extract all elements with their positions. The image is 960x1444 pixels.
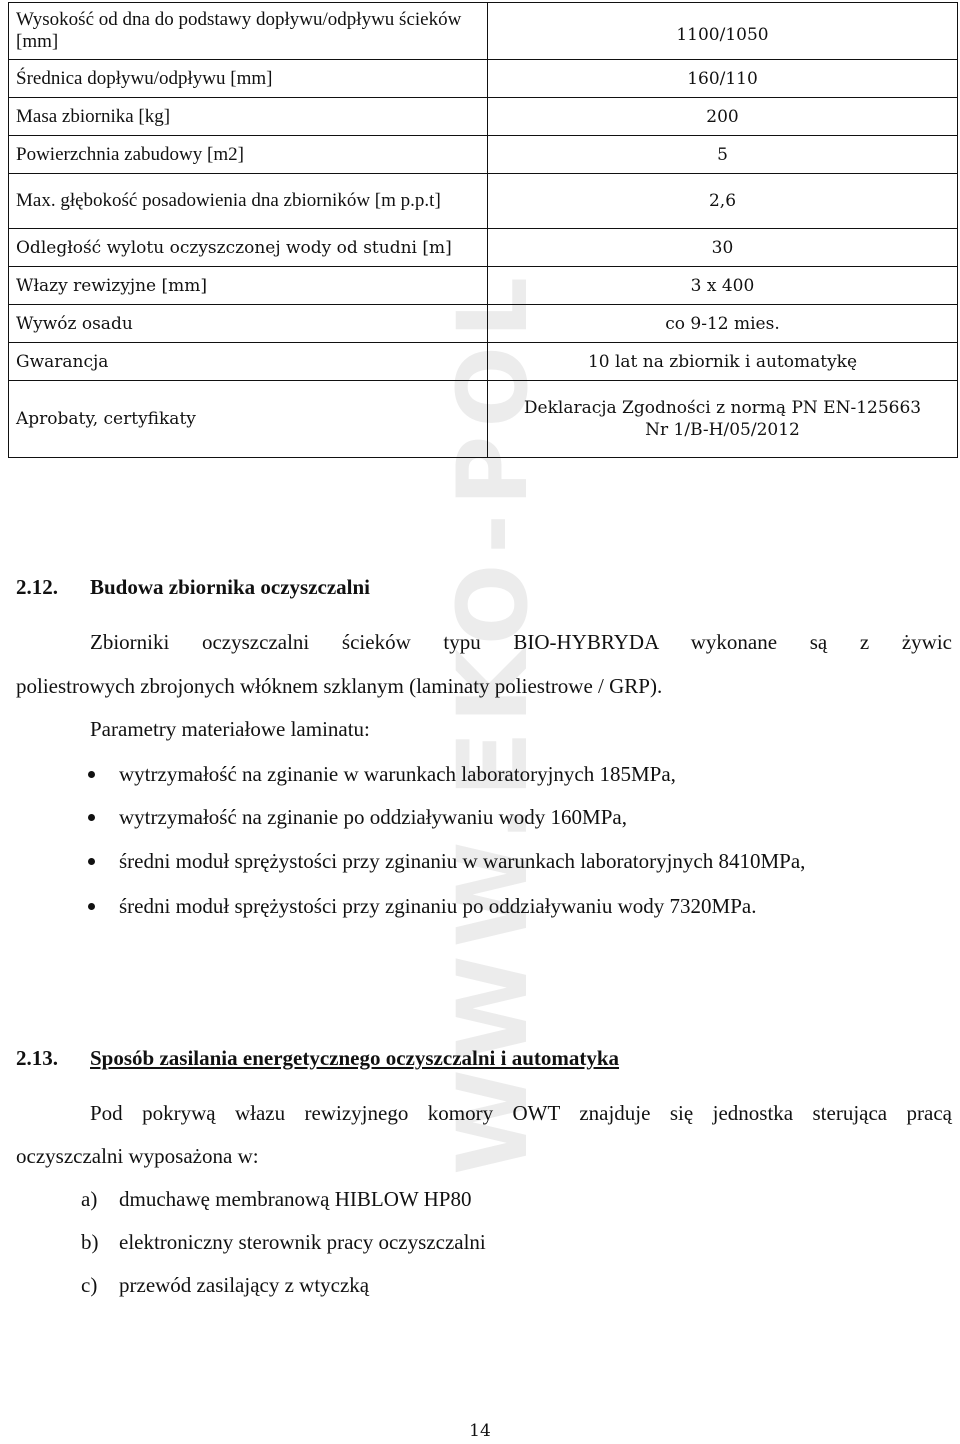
spec-label: Aprobaty, certyfikaty bbox=[9, 381, 488, 458]
table-row bbox=[9, 381, 958, 458]
spec-label: Średnica dopływu/odpływu [mm] bbox=[9, 60, 488, 98]
spec-value: 5 bbox=[488, 136, 958, 174]
paragraph-line: Zbiorniki oczyszczalni ścieków typu BIO-HYBRYDA wykonane są z żywic bbox=[90, 630, 952, 654]
spec-table bbox=[8, 2, 958, 458]
spec-value: 2,6 bbox=[488, 174, 958, 229]
list-marker: a) bbox=[81, 1187, 98, 1211]
spec-value: 160/110 bbox=[488, 60, 958, 98]
table-row bbox=[9, 3, 958, 60]
table-row bbox=[9, 305, 958, 343]
table-row bbox=[9, 60, 958, 98]
spec-label: Gwarancja bbox=[9, 343, 488, 381]
spec-value: co 9-12 mies. bbox=[488, 305, 958, 343]
list-marker: c) bbox=[81, 1273, 98, 1297]
table-row bbox=[9, 267, 958, 305]
table-row bbox=[9, 136, 958, 174]
spec-label: Wywóz osadu bbox=[9, 305, 488, 343]
spec-label: Odległość wylotu oczyszczonej wody od studni [m] bbox=[9, 229, 488, 267]
paragraph-line: oczyszczalni wyposażona w: bbox=[16, 1144, 259, 1168]
list-item-text: przewód zasilający z wtyczką bbox=[119, 1273, 370, 1297]
bullet-item: średni moduł sprężystości przy zginaniu po oddziaływaniu wody 7320MPa. bbox=[119, 894, 757, 918]
params-intro: Parametry materiałowe laminatu: bbox=[90, 717, 370, 741]
spec-value: 3 x 400 bbox=[488, 267, 958, 305]
watermark-text: WWW.EKO-POL bbox=[437, 268, 549, 1176]
spec-label: Powierzchnia zabudowy [m2] bbox=[9, 136, 488, 174]
spec-value: Deklaracja Zgodności z normą PN EN-125663 Nr 1/B-H/05/2012 bbox=[488, 381, 958, 458]
table-row bbox=[9, 229, 958, 267]
section-title: Budowa zbiornika oczyszczalni bbox=[90, 575, 371, 599]
list-item-text: elektroniczny sterownik pracy oczyszczalni bbox=[119, 1230, 486, 1254]
spec-value: 10 lat na zbiornik i automatykę bbox=[488, 343, 958, 381]
table-row bbox=[9, 174, 958, 229]
section-number: 2.13. bbox=[16, 1046, 58, 1070]
table-row bbox=[9, 98, 958, 136]
list-item bbox=[81, 1187, 472, 1211]
bullet-item: wytrzymałość na zginanie w warunkach laboratoryjnych 185MPa, bbox=[119, 762, 676, 786]
section-number: 2.12. bbox=[16, 575, 58, 599]
page-number: 14 bbox=[469, 1421, 491, 1441]
list-item-text: dmuchawę membranową HIBLOW HP80 bbox=[119, 1187, 472, 1211]
bullet-item: wytrzymałość na zginanie po oddziaływaniu wody 160MPa, bbox=[119, 805, 627, 829]
paragraph-line: poliestrowych zbrojonych włóknem szklanym (laminaty poliestrowe / GRP). bbox=[16, 674, 663, 698]
list-item bbox=[81, 1273, 370, 1297]
spec-label: Masa zbiornika [kg] bbox=[9, 98, 488, 136]
spec-label: Włazy rewizyjne [mm] bbox=[9, 267, 488, 305]
bullet-item: średni moduł sprężystości przy zginaniu w warunkach laboratoryjnych 8410MPa, bbox=[119, 849, 806, 873]
spec-value: 30 bbox=[488, 229, 958, 267]
spec-label: Max. głębokość posadowienia dna zbiorników [m p.p.t] bbox=[9, 174, 488, 229]
list-item bbox=[81, 1230, 486, 1254]
section-title: Sposób zasilania energetycznego oczyszczalni i automatyka bbox=[90, 1046, 620, 1070]
table-row bbox=[9, 343, 958, 381]
paragraph-line: Pod pokrywą włazu rewizyjnego komory OWT znajduje się jednostka sterująca pracą bbox=[90, 1101, 952, 1125]
section-heading-2-13 bbox=[16, 1046, 619, 1070]
section-heading-2-12 bbox=[16, 575, 370, 599]
spec-value: 200 bbox=[488, 98, 958, 136]
list-marker: b) bbox=[81, 1230, 99, 1254]
spec-value: 1100/1050 bbox=[488, 3, 958, 60]
spec-label: Wysokość od dna do podstawy dopływu/odpływu ścieków [mm] bbox=[9, 3, 488, 60]
